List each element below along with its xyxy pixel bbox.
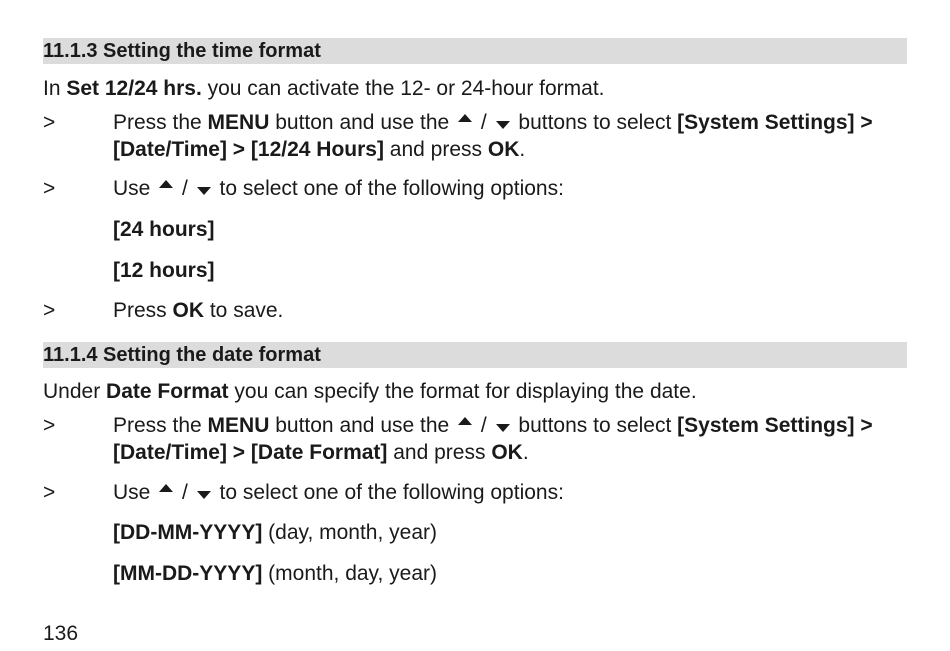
arrow-up-icon	[159, 484, 173, 492]
step-marker: >	[43, 481, 56, 504]
step-marker: >	[43, 414, 56, 437]
step-open-menu-time: Press the MENU button and use the / buttons to select [System Settings] > [Date/Time] > [12/24 Hours] and press OK.	[113, 111, 873, 161]
section-intro-date-format: Under Date Format you can specify the format for displaying the date.	[43, 380, 697, 403]
step-marker: >	[43, 177, 56, 200]
page-number: 136	[43, 622, 79, 645]
step-select-option-time: Use / to select one of the following options:	[113, 177, 564, 200]
arrow-up-icon	[458, 114, 472, 122]
step-save: Press OK to save.	[113, 299, 284, 322]
section-intro-time-format: In Set 12/24 hrs. you can activate the 12- or 24-hour format.	[43, 77, 605, 100]
step-marker: >	[43, 299, 56, 322]
step-marker: >	[43, 111, 56, 134]
arrow-down-icon	[496, 121, 510, 129]
arrow-down-icon	[496, 424, 510, 432]
arrow-up-icon	[458, 417, 472, 425]
step-open-menu-date: Press the MENU button and use the / buttons to select [System Settings] > [Date/Time] > [Date Format] and press OK.	[113, 414, 873, 464]
step-select-option-date: Use / to select one of the following options:	[113, 481, 564, 504]
section-heading-date-format: 11.1.4 Setting the date format	[43, 342, 907, 368]
arrow-up-icon	[159, 180, 173, 188]
option-12-hours: [12 hours]	[113, 259, 215, 282]
arrow-down-icon	[197, 187, 211, 195]
section-heading-time-format: 11.1.3 Setting the time format	[43, 38, 907, 64]
arrow-down-icon	[197, 491, 211, 499]
option-24-hours: [24 hours]	[113, 218, 215, 241]
option-dd-mm-yyyy: [DD-MM-YYYY] (day, month, year)	[113, 521, 438, 544]
option-mm-dd-yyyy: [MM-DD-YYYY] (month, day, year)	[113, 562, 438, 585]
